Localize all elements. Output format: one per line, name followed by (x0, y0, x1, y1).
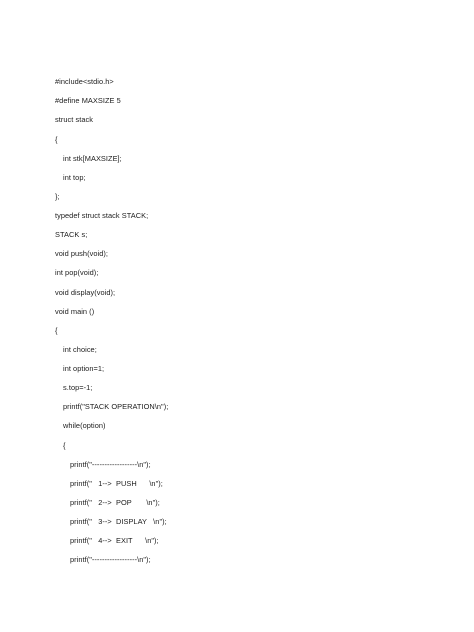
code-line: STACK s; (55, 230, 88, 239)
code-line: int stk[MAXSIZE]; (63, 154, 122, 163)
code-line: printf(" 3--> DISPLAY \n"); (70, 517, 167, 526)
code-line: int choice; (63, 345, 97, 354)
code-line: void main () (55, 307, 95, 316)
code-line: int pop(void); (55, 268, 99, 277)
code-line: printf(" 4--> EXIT \n"); (70, 536, 159, 545)
code-line: { (55, 135, 58, 144)
code-line: while(option) (63, 421, 106, 430)
code-line: printf(" 2--> POP \n"); (70, 498, 160, 507)
code-line: typedef struct stack STACK; (55, 211, 149, 220)
code-line: #define MAXSIZE 5 (55, 96, 121, 105)
code-line: void push(void); (55, 249, 108, 258)
code-line: int option=1; (63, 364, 105, 373)
code-line: printf("------------------\n"); (70, 460, 151, 469)
code-line: struct stack (55, 115, 93, 124)
code-line: s.top=-1; (63, 383, 93, 392)
code-line: { (55, 326, 58, 335)
code-line: #include<stdio.h> (55, 77, 114, 86)
code-line: printf(" 1--> PUSH \n"); (70, 479, 163, 488)
code-line: printf("STACK OPERATION\n"); (63, 402, 169, 411)
code-line: }; (55, 192, 60, 201)
code-line: int top; (63, 173, 86, 182)
code-line: printf("------------------\n"); (70, 555, 151, 564)
code-line: { (63, 441, 66, 450)
code-line: void display(void); (55, 288, 116, 297)
